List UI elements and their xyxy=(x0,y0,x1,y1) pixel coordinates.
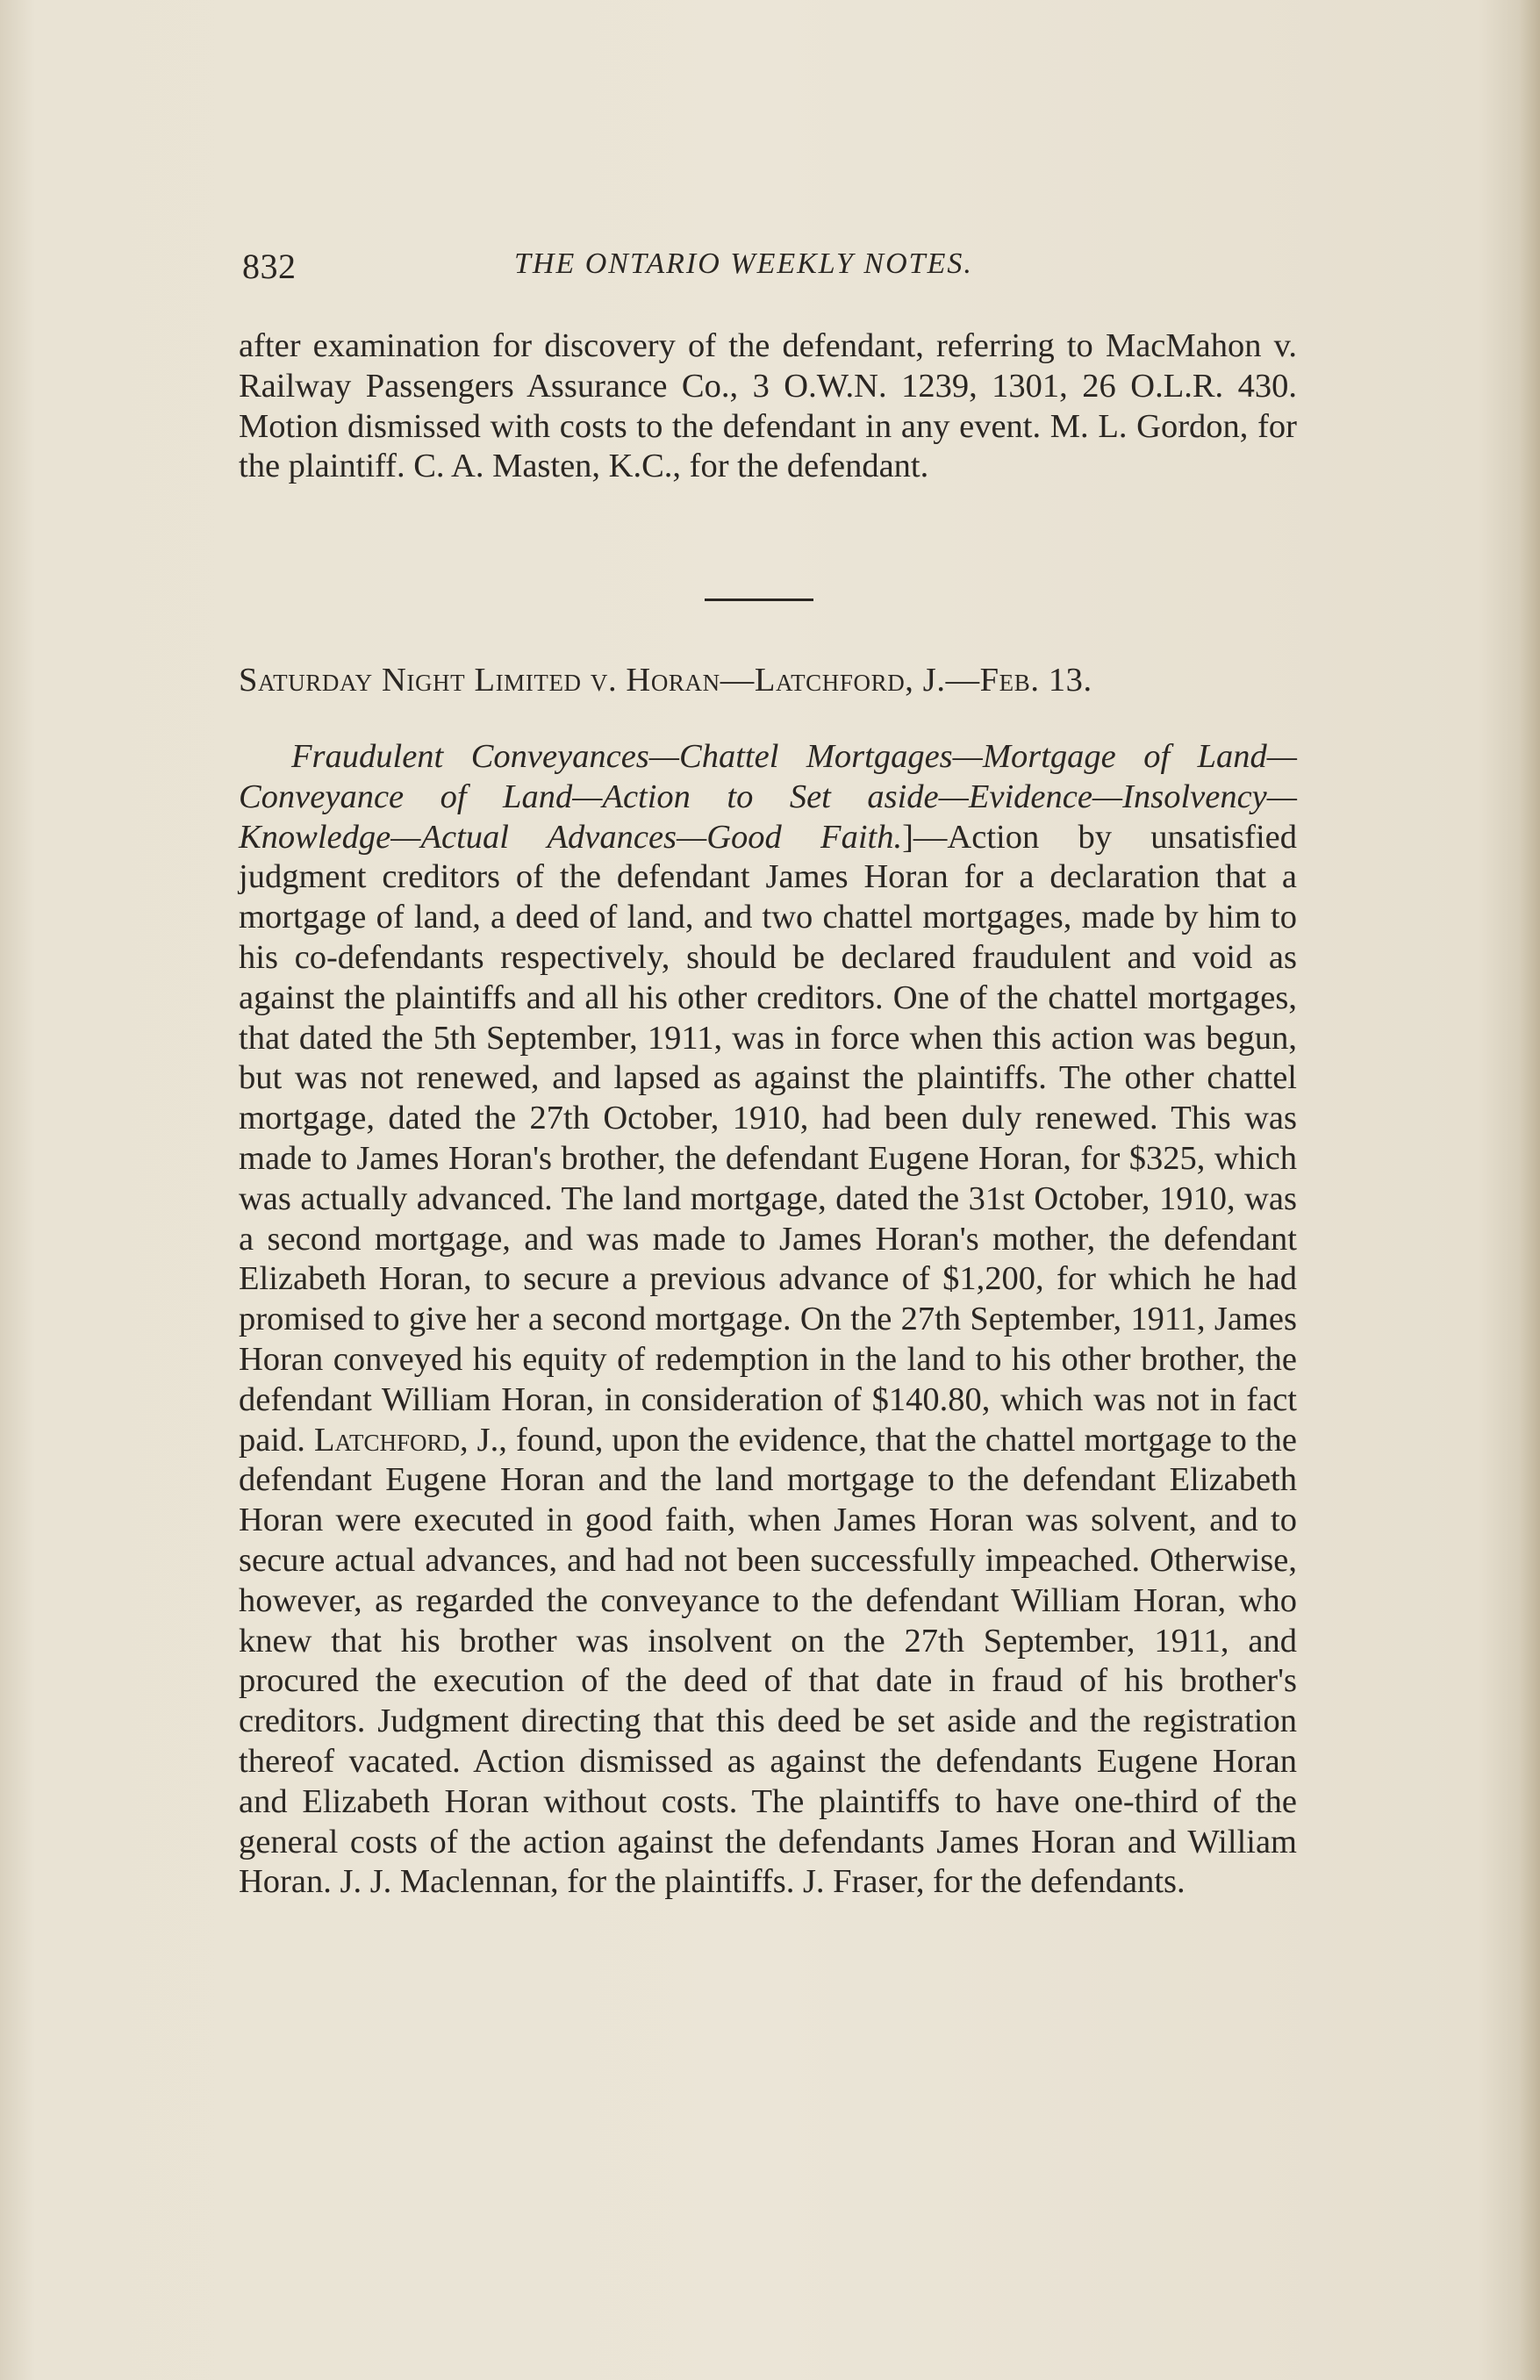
judge-name: Latchford, J. xyxy=(313,1421,499,1459)
paragraph-continued: after examination for discovery of the defendant, referring to MacMahon v. Railway Passengers Assurance Co., 3 O.W.N. 1239, 1301, 26 O.L.R. 430. Motion dismissed with costs to the defendant in any event. M. L. Gordon, for the plaintiff. C. A. Masten, K.C., for the defendant. xyxy=(239,327,1297,485)
case-headnote: Fraudulent Conveyances—Chattel Mortgages—Mortgage of Land—Conveyance of Land—Action to Set aside—Evidence—Insolvency—Knowledge—Actual Advances—Good Faith. xyxy=(239,738,1297,856)
page-edge xyxy=(1521,0,1540,2380)
page-header xyxy=(242,246,1300,291)
running-title: THE ONTARIO WEEKLY NOTES. xyxy=(514,247,973,280)
section-divider xyxy=(705,599,813,601)
case-judge: Latchford, J. xyxy=(754,662,946,699)
case-judgment: , found, upon the evidence, that the chattel mortgage to the defendant Eugene Horan and the land mortgage to the defendant Elizabeth Horan were executed in good faith, when James Horan was solvent, and to secure actual advances, and had not been successfully impeached. Otherwise, however, as regarded the conveyance to the defendant William Horan, who knew that his brother was insolvent on the 27th September, 1911, and procured the execution of the deed of that date in fraud of his brother's creditors. Judgment directing that this deed be set aside and the registration thereof vacated. Action dismissed as against the defendants Eugene Horan and Elizabeth Horan without costs. The plaintiffs to have one-third of the general costs of the action against the defendants James Horan and William Horan. J. J. Maclennan, for the plaintiffs. J. Fraser, for the defendants. xyxy=(239,1421,1297,1901)
case-date: Feb. 13. xyxy=(979,662,1092,699)
case-facts: Action by unsatisfied judgment creditors of the defendant James Horan for a declaration that a mortgage of land, a deed of land, and two chattel mortgages, made by him to his co-defendants respectively, should be declared fraudulent and void as against the plaintiffs and all his other creditors. One of the chattel mortgages, that dated the 5th September, 1911, was in force when this action was begun, but was not renewed, and lapsed as against the plaintiffs. The other chattel mortgage, dated the 27th October, 1910, had been duly renewed. This was made to James Horan's brother, the defendant Eugene Horan, for $325, which was actually advanced. The land mortgage, dated the 31st October, 1910, was a second mortgage, and was made to James Horan's mother, the defendant Elizabeth Horan, to secure a previous advance of $1,200, for which he had promised to give her a second mortgage. On the 27th September, 1911, James Horan conveyed his equity of redemption in the land to his other brother, the defendant William Horan, in consideration of $140.80, which was not in fact paid. xyxy=(239,818,1297,1459)
case-parties: Saturday Night Limited v. Horan xyxy=(239,662,720,699)
page-number: 832 xyxy=(242,247,297,286)
case-report: Fraudulent Conveyances—Chattel Mortgages—Mortgage of Land—Conveyance of Land—Action to Set aside—Evidence—Insolvency—Knowledge—Actual Advances—Good Faith.]—Action by unsatisfied judgment creditors of the defendant James Horan for a declaration that a mortgage of land, a deed of land, and two chattel mortgages, made by him to his co-defendants respectively, should be declared fraudulent and void as against the plaintiffs and all his other creditors. One of the chattel mortgages, that dated the 5th September, 1911, was in force when this action was begun, but was not renewed, and lapsed as against the plaintiffs. The other chattel mortgage, dated the 27th October, 1910, had been duly renewed. This was made to James Horan's brother, the defendant Eugene Horan, for $325, which was actually advanced. The land mortgage, dated the 31st October, 1910, was a second mortgage, and was made to James Horan's mother, the defendant Elizabeth Horan, to secure a previous advance of $1,200, for which he had promised to give her a second mortgage. On the 27th September, 1911, James Horan conveyed his equity of redemption in the land to his other brother, the defendant William Horan, in consideration of $140.80, which was not in fact paid. Latchford, J., found, upon the evidence, that the chattel mortgage to the defendant Eugene Horan and the land mortgage to the defendant Elizabeth Horan were executed in good faith, when James Horan was solvent, and to secure actual advances, and had not been successfully impeached. Otherwise, however, as regarded the conveyance to the defendant William Horan, who knew that his brother was insolvent on the 27th September, 1911, and procured the execution of the deed of that date in fraud of his brother's creditors. Judgment directing that this deed be set aside and the registration thereof vacated. Action dismissed as against the defendants Eugene Horan and Elizabeth Horan without costs. The plaintiffs to have one-third of the general costs of the action against the defendants James Horan and William Horan. J. J. Maclennan, for the plaintiffs. J. Fraser, for the defendants. xyxy=(239,738,1297,1901)
case-heading: Saturday Night Limited v. Horan—Latchford, J.—Feb. 13. xyxy=(239,662,1092,699)
